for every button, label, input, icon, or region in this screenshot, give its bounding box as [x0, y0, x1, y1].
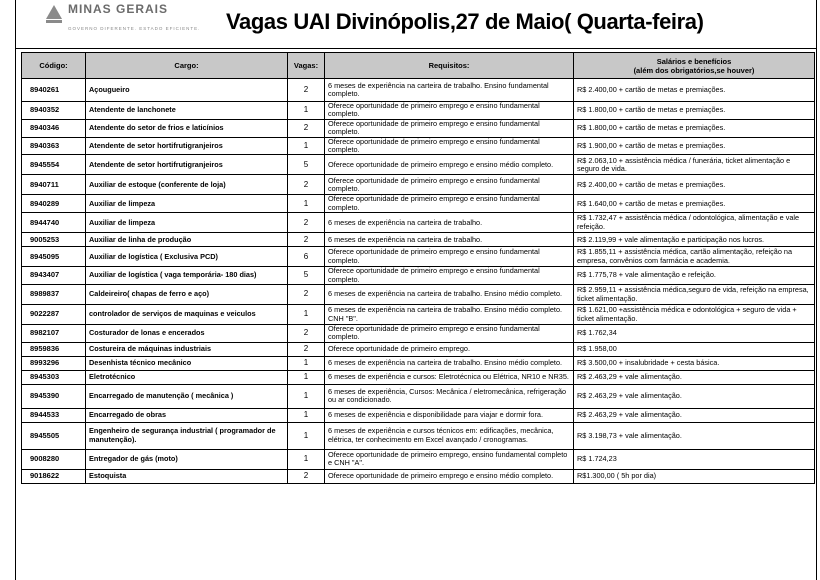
- table-row: [22, 370, 815, 384]
- cargo-cell: Encarregado de obras: [86, 408, 288, 422]
- salarios-cell: R$ 1.762,34: [574, 325, 815, 343]
- salarios-cell: R$1.300,00 ( 5h por dia): [574, 469, 815, 483]
- vagas-cell: 2: [288, 342, 325, 356]
- vagas-cell: 2: [288, 233, 325, 247]
- cargo-cell: Costurador de lonas e encerados: [86, 325, 288, 343]
- cargo-cell: Atendente de lanchonete: [86, 102, 288, 120]
- table-row: [22, 233, 815, 247]
- codigo-cell: 9018622: [22, 469, 86, 483]
- requisitos-cell: 6 meses de experiência na carteira de trabalho. Ensino médio completo.: [325, 285, 574, 305]
- cargo-cell: Auxiliar de limpeza: [86, 213, 288, 233]
- cargo-cell: Engenheiro de segurança industrial ( programador de manutenção).: [86, 422, 288, 449]
- header-codigo: Código:: [22, 53, 86, 79]
- codigo-cell: 8945554: [22, 155, 86, 175]
- cargo-cell: Caldeireiro( chapas de ferro e aço): [86, 285, 288, 305]
- table-row: [22, 175, 815, 195]
- vagas-cell: 1: [288, 408, 325, 422]
- salarios-cell: R$ 2.400,00 + cartão de metas e premiações.: [574, 175, 815, 195]
- codigo-cell: 8940363: [22, 137, 86, 155]
- salarios-cell: R$ 2.959,11 + assistência médica,seguro de vida, refeição na empresa, ticket alimentação.: [574, 285, 815, 305]
- table-row: [22, 267, 815, 285]
- vagas-cell: 1: [288, 137, 325, 155]
- header-salarios-line2: (além dos obrigatórios,se houver): [633, 65, 755, 75]
- vagas-cell: 6: [288, 247, 325, 267]
- salarios-cell: R$ 1.775,78 + vale alimentação e refeição.: [574, 267, 815, 285]
- codigo-cell: 9008280: [22, 449, 86, 469]
- cargo-cell: Desenhista técnico mecânico: [86, 356, 288, 370]
- header-requisitos: Requisitos:: [325, 53, 574, 79]
- vagas-cell: 1: [288, 102, 325, 120]
- logo-subtitle: GOVERNO DIFERENTE. ESTADO EFICIENTE.: [68, 26, 201, 31]
- salarios-cell: R$ 1.900,00 + cartão de metas e premiações.: [574, 137, 815, 155]
- cargo-cell: Entregador de gás (moto): [86, 449, 288, 469]
- page-title: Vagas UAI Divinópolis,27 de Maio( Quarta-feira): [226, 9, 704, 34]
- jobs-table: [21, 52, 815, 484]
- cargo-cell: Encarregado de manutenção ( mecânica ): [86, 384, 288, 408]
- table-row: [22, 119, 815, 137]
- logo: [46, 4, 206, 34]
- salarios-cell: R$ 2.463,29 + vale alimentação.: [574, 384, 815, 408]
- cargo-cell: Açougueiro: [86, 79, 288, 102]
- triangle-logo-icon: [46, 5, 62, 19]
- salarios-cell: R$ 1.724,23: [574, 449, 815, 469]
- table-header-row: [22, 53, 815, 79]
- table-row: [22, 102, 815, 120]
- requisitos-cell: Oferece oportunidade de primeiro emprego e ensino fundamental completo.: [325, 195, 574, 213]
- cargo-cell: Eletrotécnico: [86, 370, 288, 384]
- codigo-cell: 8940352: [22, 102, 86, 120]
- table-row: [22, 137, 815, 155]
- requisitos-cell: 6 meses de experiência na carteira de trabalho. Ensino médio completo. CNH "B".: [325, 305, 574, 325]
- header-vagas: Vagas:: [288, 53, 325, 79]
- vagas-cell: 1: [288, 305, 325, 325]
- vagas-cell: 1: [288, 422, 325, 449]
- codigo-cell: 8940289: [22, 195, 86, 213]
- requisitos-cell: Oferece oportunidade de primeiro emprego e ensino fundamental completo.: [325, 267, 574, 285]
- codigo-cell: 9005253: [22, 233, 86, 247]
- table-row: [22, 384, 815, 408]
- codigo-cell: 8993296: [22, 356, 86, 370]
- table-row: [22, 449, 815, 469]
- salarios-cell: R$ 1.640,00 + cartão de metas e premiações.: [574, 195, 815, 213]
- salarios-cell: R$ 1.855,11 + assistência médica, cartão alimentação, refeição na empresa, convênios com farmácia e academia.: [574, 247, 815, 267]
- requisitos-cell: 6 meses de experiência e cursos: Eletrotécnica ou Elétrica, NR10 e NR35.: [325, 370, 574, 384]
- table-row: [22, 325, 815, 343]
- table-row: [22, 422, 815, 449]
- vagas-cell: 2: [288, 79, 325, 102]
- vagas-cell: 1: [288, 195, 325, 213]
- requisitos-cell: 6 meses de experiência na carteira de trabalho.: [325, 213, 574, 233]
- vagas-cell: 5: [288, 155, 325, 175]
- page-header: [16, 0, 816, 49]
- table-row: [22, 305, 815, 325]
- codigo-cell: 9022287: [22, 305, 86, 325]
- requisitos-cell: 6 meses de experiência na carteira de trabalho.: [325, 233, 574, 247]
- cargo-cell: Auxiliar de estoque (conferente de loja): [86, 175, 288, 195]
- codigo-cell: 8945505: [22, 422, 86, 449]
- salarios-cell: R$ 2.463,29 + vale alimentação.: [574, 370, 815, 384]
- table-row: [22, 408, 815, 422]
- table-row: [22, 195, 815, 213]
- vagas-cell: 1: [288, 384, 325, 408]
- codigo-cell: 8940346: [22, 119, 86, 137]
- logo-name: MINAS GERAIS: [68, 2, 169, 16]
- cargo-cell: Estoquista: [86, 469, 288, 483]
- codigo-cell: 8945303: [22, 370, 86, 384]
- salarios-cell: R$ 1.800,00 + cartão de metas e premiações.: [574, 102, 815, 120]
- vagas-cell: 1: [288, 356, 325, 370]
- requisitos-cell: Oferece oportunidade de primeiro emprego e ensino fundamental completo.: [325, 137, 574, 155]
- cargo-cell: controlador de serviços de maquinas e veiculos: [86, 305, 288, 325]
- vagas-cell: 5: [288, 267, 325, 285]
- requisitos-cell: Oferece oportunidade de primeiro emprego, ensino fundamental completo e CNH "A".: [325, 449, 574, 469]
- table-row: [22, 342, 815, 356]
- requisitos-cell: Oferece oportunidade de primeiro emprego e ensino fundamental completo.: [325, 247, 574, 267]
- salarios-cell: R$ 3.500,00 + insalubridade + cesta básica.: [574, 356, 815, 370]
- vagas-cell: 2: [288, 469, 325, 483]
- codigo-cell: 8959836: [22, 342, 86, 356]
- codigo-cell: 8989837: [22, 285, 86, 305]
- salarios-cell: R$ 2.400,00 + cartão de metas e premiações.: [574, 79, 815, 102]
- vagas-cell: 2: [288, 175, 325, 195]
- requisitos-cell: 6 meses de experiência e disponibilidade para viajar e dormir fora.: [325, 408, 574, 422]
- cargo-cell: Auxiliar de logística ( Exclusiva PCD): [86, 247, 288, 267]
- header-cargo: Cargo:: [86, 53, 288, 79]
- table-row: [22, 213, 815, 233]
- salarios-cell: R$ 3.198,73 + vale alimentação.: [574, 422, 815, 449]
- cargo-cell: Auxiliar de logística ( vaga temporária- 180 dias): [86, 267, 288, 285]
- requisitos-cell: 6 meses de experiência, Cursos: Mecânica / eletromecânica, refrigeração ou ar condicionado.: [325, 384, 574, 408]
- salarios-cell: R$ 1.958,00: [574, 342, 815, 356]
- vagas-cell: 1: [288, 370, 325, 384]
- codigo-cell: 8943407: [22, 267, 86, 285]
- table-row: [22, 79, 815, 102]
- codigo-cell: 8945390: [22, 384, 86, 408]
- salarios-cell: R$ 1.621,00 +assistência médica e odontológica + seguro de vida + ticket alimentação.: [574, 305, 815, 325]
- cargo-cell: Atendente de setor hortifrutigranjeiros: [86, 137, 288, 155]
- vagas-cell: 1: [288, 449, 325, 469]
- header-salarios: [574, 53, 815, 79]
- vagas-cell: 2: [288, 213, 325, 233]
- table-row: [22, 247, 815, 267]
- codigo-cell: 8940261: [22, 79, 86, 102]
- requisitos-cell: Oferece oportunidade de primeiro emprego e ensino fundamental completo.: [325, 102, 574, 120]
- requisitos-cell: Oferece oportunidade de primeiro emprego e ensino fundamental completo.: [325, 119, 574, 137]
- header-salarios-line1: Salários e benefícios: [656, 56, 732, 66]
- requisitos-cell: 6 meses de experiência na carteira de trabalho. Ensino médio completo.: [325, 356, 574, 370]
- table-row: [22, 155, 815, 175]
- table-row: [22, 469, 815, 483]
- salarios-cell: R$ 2.119,99 + vale alimentação e participação nos lucros.: [574, 233, 815, 247]
- codigo-cell: 8982107: [22, 325, 86, 343]
- cargo-cell: Costureira de máquinas industriais: [86, 342, 288, 356]
- cargo-cell: Auxiliar de limpeza: [86, 195, 288, 213]
- requisitos-cell: 6 meses de experiência e cursos técnicos em: edificações, mecânica, elétrica, ter conhecimento em Excel avançado / cronogramas.: [325, 422, 574, 449]
- cargo-cell: Atendente de setor hortifrutigranjeiros: [86, 155, 288, 175]
- logo-bar-icon: [46, 20, 62, 23]
- cargo-cell: Auxiliar de linha de produção: [86, 233, 288, 247]
- requisitos-cell: Oferece oportunidade de primeiro emprego e ensino fundamental completo.: [325, 175, 574, 195]
- vagas-cell: 2: [288, 119, 325, 137]
- table-row: [22, 285, 815, 305]
- requisitos-cell: Oferece oportunidade de primeiro emprego e ensino fundamental completo.: [325, 325, 574, 343]
- salarios-cell: R$ 1.800,00 + cartão de metas e premiações.: [574, 119, 815, 137]
- vagas-cell: 2: [288, 325, 325, 343]
- cargo-cell: Atendente do setor de frios e laticínios: [86, 119, 288, 137]
- salarios-cell: R$ 2.463,29 + vale alimentação.: [574, 408, 815, 422]
- codigo-cell: 8945095: [22, 247, 86, 267]
- table-row: [22, 356, 815, 370]
- codigo-cell: 8944740: [22, 213, 86, 233]
- requisitos-cell: Oferece oportunidade de primeiro emprego.: [325, 342, 574, 356]
- salarios-cell: R$ 1.732,47 + assistência médica / odontológica, alimentação e vale refeição.: [574, 213, 815, 233]
- requisitos-cell: 6 meses de experiência na carteira de trabalho. Ensino fundamental completo.: [325, 79, 574, 102]
- requisitos-cell: Oferece oportunidade de primeiro emprego e ensino médio completo.: [325, 469, 574, 483]
- salarios-cell: R$ 2.063,10 + assistência médica / funerária, ticket alimentação e seguro de vida.: [574, 155, 815, 175]
- requisitos-cell: Oferece oportunidade de primeiro emprego e ensino médio completo.: [325, 155, 574, 175]
- codigo-cell: 8944533: [22, 408, 86, 422]
- codigo-cell: 8940711: [22, 175, 86, 195]
- vagas-cell: 2: [288, 285, 325, 305]
- document-sheet: [15, 0, 817, 580]
